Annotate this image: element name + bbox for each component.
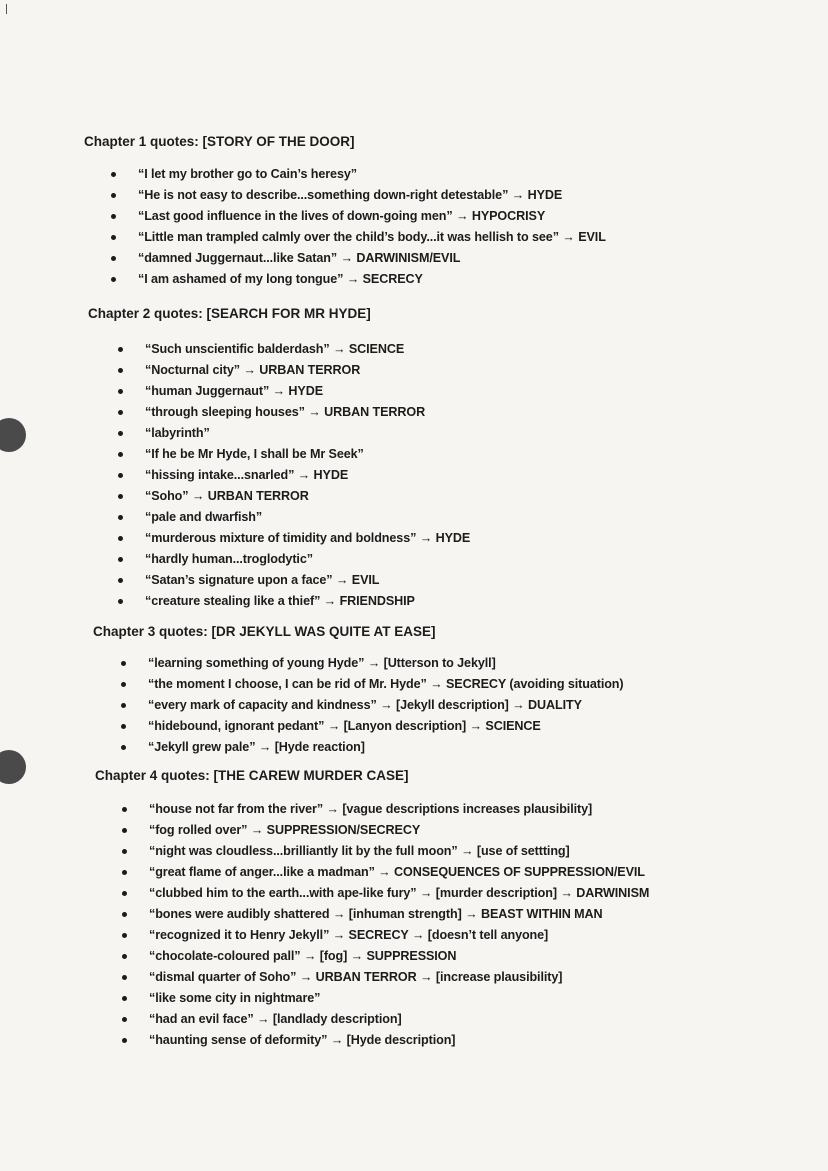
list-item: “Last good influence in the lives of down-going men” → HYPOCRISY (138, 206, 606, 227)
chapter-2-quote-list (145, 339, 470, 612)
bullet (121, 724, 126, 729)
list-item: “pale and dwarfish” (145, 507, 470, 528)
chapter-4-heading: Chapter 4 quotes: [THE CAREW MURDER CASE] (95, 768, 409, 783)
list-item: “haunting sense of deformity” → [Hyde description] (149, 1030, 649, 1051)
bullet (111, 277, 116, 282)
punch-hole (0, 418, 26, 452)
list-item: “dismal quarter of Soho” → URBAN TERROR → [increase plausibility] (149, 967, 649, 988)
list-item: “learning something of young Hyde” → [Utterson to Jekyll] (148, 653, 624, 674)
list-item: “chocolate-coloured pall” → [fog] → SUPPRESSION (149, 946, 649, 967)
list-item: “through sleeping houses” → URBAN TERROR (145, 402, 470, 423)
bullet (122, 828, 127, 833)
bullet (122, 1038, 127, 1043)
list-item: “like some city in nightmare” (149, 988, 649, 1009)
list-item: “murderous mixture of timidity and boldness” → HYDE (145, 528, 470, 549)
chapter-1-quote-list (138, 164, 606, 290)
bullet (122, 891, 127, 896)
list-item: “Jekyll grew pale” → [Hyde reaction] (148, 737, 624, 758)
bullet (111, 256, 116, 261)
bullet (121, 661, 126, 666)
list-item: “the moment I choose, I can be rid of Mr. Hyde” → SECRECY (avoiding situation) (148, 674, 624, 695)
list-item: “labyrinth” (145, 423, 470, 444)
bullet (118, 536, 123, 541)
list-item: “had an evil face” → [landlady description] (149, 1009, 649, 1030)
bullet (118, 431, 123, 436)
list-item: “hidebound, ignorant pedant” → [Lanyon description] → SCIENCE (148, 716, 624, 737)
bullet (111, 214, 116, 219)
list-item: “Little man trampled calmly over the child’s body...it was hellish to see” → EVIL (138, 227, 606, 248)
bullet (122, 849, 127, 854)
bullet (121, 682, 126, 687)
bullet (118, 389, 123, 394)
bullet (118, 494, 123, 499)
bullet (111, 193, 116, 198)
chapter-4-quote-list (149, 799, 649, 1051)
chapter-3-heading: Chapter 3 quotes: [DR JEKYLL WAS QUITE AT EASE] (93, 624, 436, 639)
list-item: “hardly human...troglodytic” (145, 549, 470, 570)
list-item: “damned Juggernaut...like Satan” → DARWINISM/EVIL (138, 248, 606, 269)
list-item: “clubbed him to the earth...with ape-like fury” → [murder description] → DARWINISM (149, 883, 649, 904)
list-item: “Nocturnal city” → URBAN TERROR (145, 360, 470, 381)
chapter-2-heading: Chapter 2 quotes: [SEARCH FOR MR HYDE] (88, 306, 371, 321)
bullet (118, 557, 123, 562)
bullet (122, 954, 127, 959)
list-item: “hissing intake...snarled” → HYDE (145, 465, 470, 486)
list-item: “creature stealing like a thief” → FRIENDSHIP (145, 591, 470, 612)
bullet (122, 933, 127, 938)
bullet (122, 1017, 127, 1022)
list-item: “Soho” → URBAN TERROR (145, 486, 470, 507)
bullet (118, 410, 123, 415)
bullet (118, 452, 123, 457)
list-item: “Satan’s signature upon a face” → EVIL (145, 570, 470, 591)
list-item: “bones were audibly shattered → [inhuman strength] → BEAST WITHIN MAN (149, 904, 649, 925)
bullet (111, 235, 116, 240)
bullet (118, 473, 123, 478)
bullet (122, 975, 127, 980)
list-item: “night was cloudless...brilliantly lit by the full moon” → [use of settting] (149, 841, 649, 862)
bullet (118, 515, 123, 520)
bullet (122, 870, 127, 875)
list-item: “great flame of anger...like a madman” → CONSEQUENCES OF SUPPRESSION/EVIL (149, 862, 649, 883)
bullet (121, 745, 126, 750)
list-item: “I am ashamed of my long tongue” → SECRECY (138, 269, 606, 290)
chapter-1-heading: Chapter 1 quotes: [STORY OF THE DOOR] (84, 134, 355, 149)
list-item: “recognized it to Henry Jekyll” → SECRECY → [doesn’t tell anyone] (149, 925, 649, 946)
bullet (118, 368, 123, 373)
list-item: “every mark of capacity and kindness” → [Jekyll description] → DUALITY (148, 695, 624, 716)
bullet (121, 703, 126, 708)
list-item: “I let my brother go to Cain’s heresy” (138, 164, 606, 185)
bullet (122, 912, 127, 917)
pen-mark (6, 4, 7, 14)
list-item: “If he be Mr Hyde, I shall be Mr Seek” (145, 444, 470, 465)
bullet (118, 578, 123, 583)
bullet (111, 172, 116, 177)
bullet (118, 599, 123, 604)
list-item: “He is not easy to describe...something down-right detestable” → HYDE (138, 185, 606, 206)
list-item: “Such unscientific balderdash” → SCIENCE (145, 339, 470, 360)
bullet (122, 807, 127, 812)
list-item: “fog rolled over” → SUPPRESSION/SECRECY (149, 820, 649, 841)
bullet (118, 347, 123, 352)
list-item: “house not far from the river” → [vague descriptions increases plausibility] (149, 799, 649, 820)
punch-hole (0, 750, 26, 784)
chapter-3-quote-list (148, 653, 624, 758)
bullet (122, 996, 127, 1001)
list-item: “human Juggernaut” → HYDE (145, 381, 470, 402)
